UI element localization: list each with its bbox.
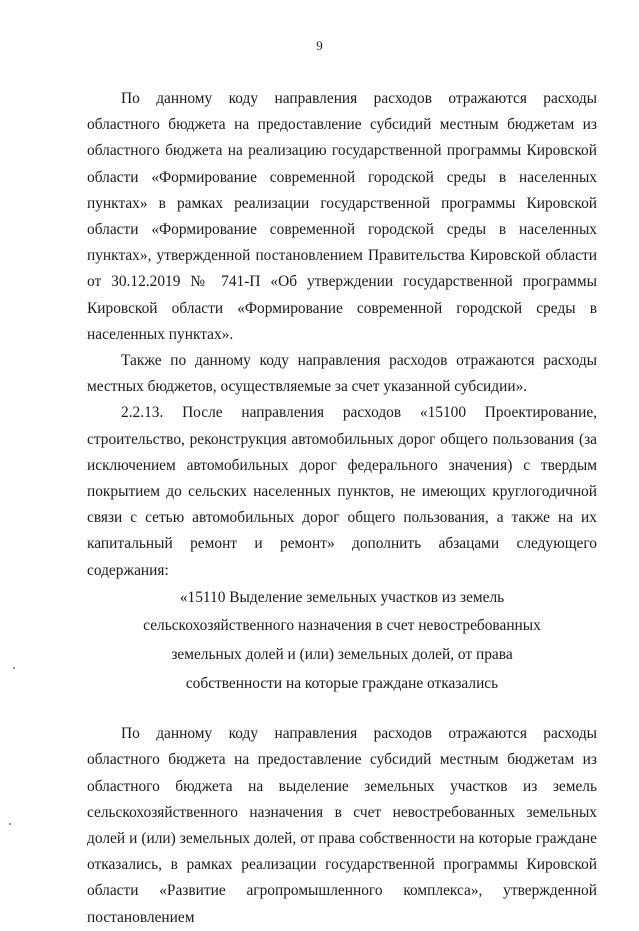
paragraph-2-2-13: 2.2.13. После направления расходов «15100 Проектирование, строительство, реконструкция автомобильных дорог общего пользования (за исключением автомобильных дорог федерального значения) с твердым покрытием до сельских населенных пунктов, не имеющих круглогодичной связи с сетью автомобильных дорог общего пользования, а также на их капитальный ремонт и ремонт» дополнить абзацами следующего содержания: [87,404,597,579]
title-line: «15110 Выделение земельных участков из земель [179,588,505,606]
paragraph-local-budgets: Также по данному коду направления расходов отражаются расходы местных бюджетов, осуществляемые за счет указанной субсидии». [87,352,597,396]
paragraph-land-allocation: По данному коду направления расходов отражаются расходы областного бюджета на предоставление субсидий местным бюджетам из областного бюджета на выделение земельных участков из земель сельскохозяйственного назначения в счет невостребованных земельных долей и (или) земельных долей, от права собственности на которые граждане отказались, в рамках реализации государственной программы Кировской области «Развитие агропромышленного комплекса», утвержденной постановлением [87,725,597,926]
page-number: 9 [316,38,323,53]
expense-direction-title [87,584,597,698]
title-line: земельных долей и (или) земельных долей, от права [171,646,513,664]
title-line: сельскохозяйственного назначения в счет невостребованных [143,617,541,635]
document-body [87,86,597,931]
scan-speck [9,823,11,825]
title-line: собственности на которые граждане отказались [185,674,499,692]
scan-speck [13,667,15,669]
paragraph-subsidy-urban-environment: По данному коду направления расходов отражаются расходы областного бюджета на предоставление субсидий местным бюджетам из областного бюджета на реализацию государственной программы Кировской области «Формирование современной городской среды в населенных пунктах» в рамках реализации государственной программы Кировской области «Формирование современной городской среды в населенных пунктах», утвержденной постановлением Правительства Кировской области от 30.12.2019 № 741-П «Об утверждении государственной программы Кировской области «Формирование современной городской среды в населенных пунктах». [87,90,597,343]
spacer [87,698,597,721]
